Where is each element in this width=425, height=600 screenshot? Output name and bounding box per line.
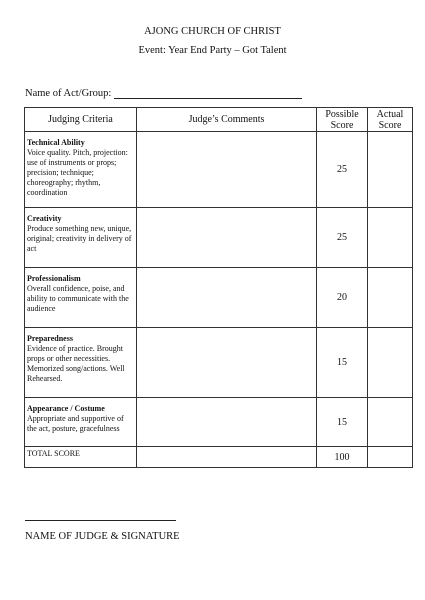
table-row (25, 208, 413, 268)
judging-table (24, 107, 413, 468)
total-score-label: TOTAL SCORE (25, 447, 137, 468)
signature-label: NAME OF JUDGE & SIGNATURE (25, 531, 180, 542)
actual-score-cell[interactable] (368, 398, 413, 447)
signature-line[interactable] (25, 520, 176, 521)
possible-score-cell: 25 (317, 208, 368, 268)
criteria-cell (25, 132, 137, 208)
actual-score-cell[interactable] (368, 328, 413, 398)
header-actual-score: Actual Score (368, 108, 413, 132)
table-row (25, 132, 413, 208)
table-row (25, 398, 413, 447)
criteria-title: Preparedness (27, 334, 73, 343)
header-judging-criteria: Judging Criteria (25, 108, 137, 132)
table-row (25, 328, 413, 398)
actual-score-cell[interactable] (368, 132, 413, 208)
total-row (25, 447, 413, 468)
possible-score-cell: 15 (317, 398, 368, 447)
table-header-row (25, 108, 413, 132)
criteria-title: Creativity (27, 214, 62, 223)
comments-cell[interactable] (137, 328, 317, 398)
criteria-description: Voice quality. Pitch, projection: use of instruments or props; precision; technique; choreography; rhythm, coordination (27, 148, 128, 197)
organization-title: AJONG CHURCH OF CHRIST (144, 26, 281, 37)
possible-score-cell: 25 (317, 132, 368, 208)
criteria-cell (25, 398, 137, 447)
criteria-title: Appearance / Costume (27, 404, 105, 413)
total-possible-score: 100 (317, 447, 368, 468)
comments-cell[interactable] (137, 398, 317, 447)
actual-score-cell[interactable] (368, 208, 413, 268)
name-of-act-field[interactable] (114, 88, 302, 99)
possible-score-cell: 20 (317, 268, 368, 328)
criteria-description: Produce something new, unique, original; creativity in delivery of act (27, 224, 132, 253)
criteria-description: Overall confidence, poise, and ability to communicate with the audience (27, 284, 129, 313)
name-of-act-row (25, 88, 302, 99)
criteria-description: Appropriate and supportive of the act, posture, gracefulness (27, 414, 124, 433)
header-judges-comments: Judge’s Comments (137, 108, 317, 132)
header-possible-score: Possible Score (317, 108, 368, 132)
criteria-title: Professionalism (27, 274, 81, 283)
comments-cell[interactable] (137, 208, 317, 268)
possible-score-cell: 15 (317, 328, 368, 398)
comments-cell[interactable] (137, 132, 317, 208)
criteria-title: Technical Ability (27, 138, 85, 147)
criteria-cell (25, 208, 137, 268)
event-title: Event: Year End Party – Got Talent (138, 45, 287, 56)
table-row (25, 268, 413, 328)
name-of-act-label: Name of Act/Group: (25, 88, 112, 99)
criteria-description: Evidence of practice. Brought props or other necessities. Memorized song/actions. Well Rehearsed. (27, 344, 125, 383)
comments-cell[interactable] (137, 268, 317, 328)
criteria-cell (25, 268, 137, 328)
total-actual-score-cell[interactable] (368, 447, 413, 468)
total-comments-cell (137, 447, 317, 468)
criteria-cell (25, 328, 137, 398)
actual-score-cell[interactable] (368, 268, 413, 328)
